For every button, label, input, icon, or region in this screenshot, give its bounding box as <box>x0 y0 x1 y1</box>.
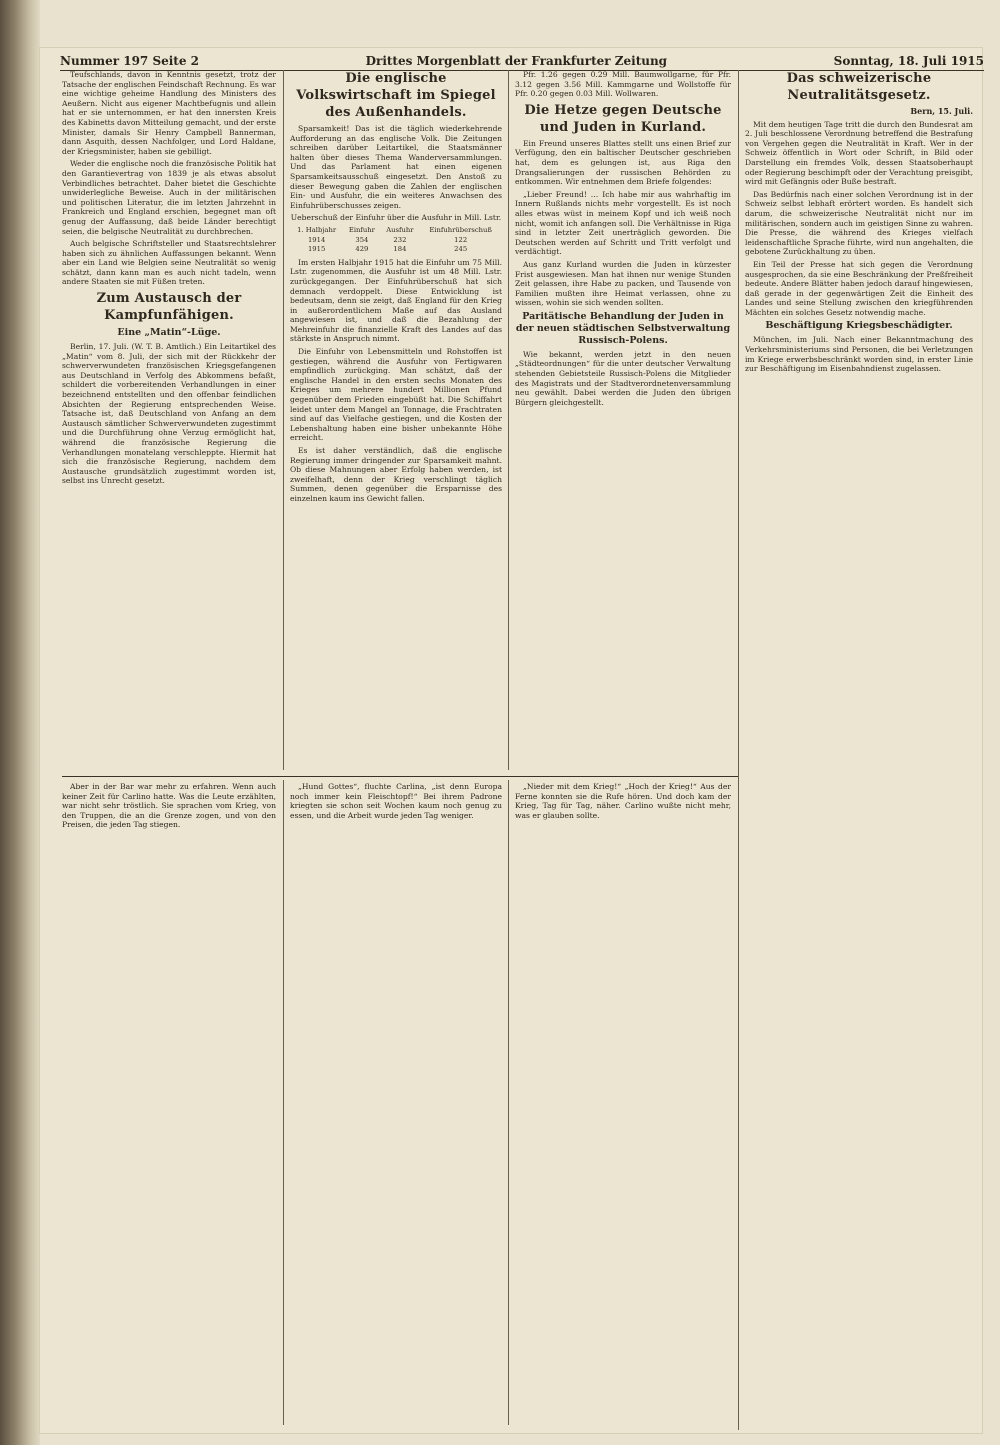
article-text: Pfr. 1.26 gegen 0.29 Mill. Baumwollgarne, für Pfr. 3.12 gegen 3.56 Mill. Kammgarne und Wollstoffe für Pfr. 0.20 gegen 0.03 Mill. Wollwaren. <box>515 70 731 99</box>
column-rule <box>283 780 284 1425</box>
table-cell: 429 <box>355 245 369 254</box>
article-text: Im ersten Halbjahr 1915 hat die Einfuhr um 75 Mill. Lstr. zugenommen, die Ausfuhr ist um 48 Mill. Lstr. zurückgegangen. Der Einfuhrüberschuß hat sich demnach verdoppelt. Diese Entwicklung ist bedeutsam, denn sie zeigt, daß England für den Krieg in außerordentlichem Maße auf das Ausland angewiesen ist, und daß die Bezahlung der Mehreinfuhr die finanzielle Kraft des Landes auf das stärkste in Anspruch nimmt. <box>290 257 502 344</box>
feuilleton-text: „Nieder mit dem Krieg!“ „Hoch der Krieg!“ Aus der Ferne konnten sie die Rufe hören. Und doch kam der Krieg, Tag für Tag, näher. Carlino wußte nicht mehr, was er glauben sollte. <box>515 782 731 820</box>
column-4 <box>745 70 973 1430</box>
article-headline: Zum Austausch der Kampfunfähigen. <box>96 291 242 324</box>
feuilleton-column-2 <box>290 782 502 1422</box>
article-text: Ein Teil der Presse hat sich gegen die Verordnung ausgesprochen, da sie eine Beschränkung der Preßfreiheit bedeute. Andere Blätter haben jedoch darauf hingewiesen, daß gerade in der gegenwärtigen Zeit die Einheit des Landes und seine Stellung zwischen den kriegführenden Mächten ein solches Gesetz notwendig mache. <box>745 259 973 317</box>
table-cell: 1914 <box>307 235 326 244</box>
issue-date: Sonntag, 18. Juli 1915 <box>833 54 984 68</box>
column-rule <box>738 70 739 1430</box>
article-text: Das Bedürfnis nach einer solchen Verordnung ist in der Schweiz selbst lebhaft erörtert worden. Es handelt sich darum, die schweizerische Neutralität nicht nur im militärischen, sondern auch im geistigen Sinne zu wahren. Die Presse, die während des Krieges vielfach leidenschaftliche Sprache führte, wird nun angehalten, die gebotene Zurückhaltung zu üben. <box>745 189 973 257</box>
article-headline: Das schweizerische Neutralitätsgesetz. <box>786 71 932 103</box>
column-rule <box>283 70 284 770</box>
article-dateline: Bern, 15. Juli. <box>910 106 973 116</box>
article-headline: Die englische Volkswirtschaft im Spiegel des Außenhandels. <box>296 71 496 120</box>
feuilleton-column-3 <box>515 782 731 1422</box>
article-text: Wie bekannt, werden jetzt in den neuen „Städteordnungen“ für die unter deutscher Verwaltung stehenden Gebietsteile Russisch-Polens die Mitglieder des Magistrats und der Stadtverordnetenversammlung neu gewählt. Dabei werden die Juden den übrigen Bürgern gleichgestellt. <box>515 349 731 407</box>
feuilleton-rule <box>62 776 738 777</box>
book-spine <box>0 0 40 1445</box>
article-text: Sparsamkeit! Das ist die täglich wiederkehrende Aufforderung an das englische Volk. Die Zeitungen schreiben darüber Leitartikel, die Staatsmänner halten über dieses Thema Wanderversammlungen. Und das Parlament hat einen eigenen Sparsamkeitsausschuß eingesetzt. Den Anstoß zu dieser Bewegung gaben die Zahlen der englischen Ein- und Ausfuhr, die ein weiteres Anwachsen des Einfuhrüberschusses zeigen. <box>290 124 502 210</box>
article-text: Es ist daher verständlich, daß die englische Regierung immer dringender zur Sparsamkeit mahnt. Ob diese Mahnungen aber Erfolg haben werden, ist zweifelhaft, denn der Krieg verschlingt täglich Summen, denen gegenüber die Ersparnisse des einzelnen kaum ins Gewicht fallen. <box>290 446 502 503</box>
trade-table <box>290 226 502 255</box>
column-3 <box>515 70 731 770</box>
article-text: Ein Freund unseres Blattes stellt uns einen Brief zur Verfügung, den ein baltischer Deutscher geschrieben hat, dem es gelungen ist, aus Riga den Drangsalierungen der russischen Behörden zu entkommen. Wir entnehmen dem Briefe folgendes: <box>515 138 731 187</box>
column-2 <box>290 70 502 770</box>
column-1 <box>62 70 276 770</box>
article-text: „Lieber Freund! … Ich habe mir aus wahrhaftig im Innern Rußlands nichts mehr vorgestellt. Es ist noch alles etwas wüst in meinem Kopf und ich weiß noch nicht, womit ich anfangen soll. Die Verhältnisse in Riga sind in letzter Zeit unerträglich geworden. Die Deutschen werden auf Schritt und Tritt verfolgt und verdächtigt. <box>515 189 731 257</box>
column-rule <box>508 70 509 770</box>
table-caption: Ueberschuß der Einfuhr über die Ausfuhr in Mill. Lstr. <box>290 213 502 223</box>
table-cell: 232 <box>393 235 407 244</box>
feuilleton-text: Aber in der Bar war mehr zu erfahren. Wenn auch keiner Zeit für Carlino hatte. Was die Leute erzählten, war nicht sehr tröstlich. Sie sprachen vom Krieg, von den Truppen, die an die Grenze zogen, und von den Preisen, die jeden Tag stiegen. <box>62 782 276 830</box>
article-text: Weder die englische noch die französische Politik hat den Garantievertrag von 1839 je als etwas absolut Verbindliches betrachtet. Daher bietet die Geschichte unwiderlegliche Beweise. Auch in der militärischen und politischen Literatur, die im letzten Jahrzehnt in Frankreich und England erschien, begegnet man oft genug der Auffassung, daß beide Länder berechtigt seien, die belgische Neutralität zu durchbrechen. <box>62 159 276 236</box>
article-headline: Paritätische Behandlung der Juden in der neuen städtischen Selbstverwaltung Russisch-Polens. <box>515 310 731 346</box>
masthead <box>60 52 984 71</box>
table-cell: 1915 <box>307 245 326 254</box>
newspaper-title: Drittes Morgenblatt der Frankfurter Zeitung <box>365 54 668 68</box>
article-text: Mit dem heutigen Tage tritt die durch den Bundesrat am 2. Juli beschlossene Verordnung betreffend die Bestrafung von Vergehen gegen die Neutralität in Kraft. Wer in der Schweiz öffentlich in Wort oder Schrift, in Bild oder Darstellung ein fremdes Volk, dessen Staatsoberhaupt oder Regierung beschimpft oder der Verachtung preisgibt, wird mit Gefängnis oder Buße bestraft. <box>745 119 973 187</box>
article-text: Berlin, 17. Juli. (W. T. B. Amtlich.) Ein Leitartikel des „Matin“ vom 8. Juli, der sich mit der Rückkehr der schwerverwundeten französischen Kriegsgefangenen aus Deutschland in Verfolg des Abkommens befaßt, schildert die vorbereitenden Verhandlungen in einer bezeichnend entstellten und den offenbar feindlichen Absichten der Regierung entsprechenden Weise. Tatsache ist, daß Deutschland von Anfang an dem Austausch sämtlicher Schwerverwundeten zugestimmt und die Durchführung ohne Verzug ermöglicht hat, während die französische Regierung die Verhandlungen monatelang verschleppte. Hiermit hat sich die französische Regierung, nachdem dem Austausche grundsätzlich zugestimmt worden ist, selbst ins Unrecht gesetzt. <box>62 342 276 486</box>
table-cell: 122 <box>454 235 468 244</box>
table-header: Einfuhrüberschuß <box>429 225 492 234</box>
page-number: Nummer 197 Seite 2 <box>60 54 200 68</box>
article-text: Teufschlands, davon in Kenntnis gesetzt, trotz der Tatsache der englischen Feindschaft Rechnung. Es war eine wichtige geheime Handlung des Ministers des Aeußern. Nicht aus eigener Machtbefugnis und allein hat er sie unternommen, er hat den innersten Kreis des Kabinetts davon Mitteilung gemacht, und der erste Minister, damals Sir Henry Campbell Bannerman, dann Asquith, dessen Nachfolger, und Lord Haldane, der Kriegsminister, haben sie gebilligt. <box>62 70 276 156</box>
article-headline: Beschäftigung Kriegsbeschädigter. <box>765 320 953 332</box>
feuilleton-text: „Hund Gottes“, fluchte Carlina, „ist denn Europa noch immer kein Fleischtopf!“ Bei ihrem Padrone kriegten sie schon seit Wochen kaum noch genug zu essen, und die Arbeit wurde jeden Tag weniger. <box>290 782 502 820</box>
article-text: Auch belgische Schriftsteller und Staatsrechtslehrer haben sich zu ähnlichen Auffassungen bekannt. Wenn aber ein Land wie Belgien seine Neutralität so wenig schätzt, dann kann man es auch nicht tadeln, wenn andere Staaten sie mit Füßen treten. <box>62 239 276 287</box>
table-header: 1. Halbjahr <box>297 225 337 234</box>
article-headline: Die Hetze gegen Deutsche und Juden in Kurland. <box>524 102 722 135</box>
article-text: Aus ganz Kurland wurden die Juden in kürzester Frist ausgewiesen. Man hat ihnen nur wenige Stunden Zeit gelassen, ihre Habe zu packen, und Tausende von Familien mußten ihre Heimat verlassen, ohne zu wissen, wohin sie sich wenden sollten. <box>515 259 731 308</box>
article-subheadline: Eine „Matin“-Lüge. <box>117 327 221 339</box>
article-text: Die Einfuhr von Lebensmitteln und Rohstoffen ist gestiegen, während die Ausfuhr von Fertigwaren empfindlich zurückging. Man schätzt, daß der englische Handel in den ersten sechs Monaten des Krieges um mehrere hundert Millionen Pfund gegenüber dem Frieden eingebüßt hat. Die Schiffahrt leidet unter dem Mangel an Tonnage, die Frachtraten sind auf das Vielfache gestiegen, und die Kosten der Lebenshaltung haben eine bisher unbekannte Höhe erreicht. <box>290 347 502 443</box>
feuilleton-column-1 <box>62 782 276 1422</box>
table-cell: 184 <box>393 245 407 254</box>
column-rule <box>508 780 509 1425</box>
table-header: Ausfuhr <box>386 225 414 234</box>
table-cell: 245 <box>454 245 468 254</box>
table-cell: 354 <box>355 235 369 244</box>
article-text: München, im Juli. Nach einer Bekanntmachung des Verkehrsministeriums sind Personen, die bei Verletzungen im Kriege erwerbsbeschränkt worden sind, in erster Linie zur Beschäftigung im Eisenbahndienst zugelassen. <box>745 335 973 374</box>
table-header: Einfuhr <box>348 225 375 234</box>
